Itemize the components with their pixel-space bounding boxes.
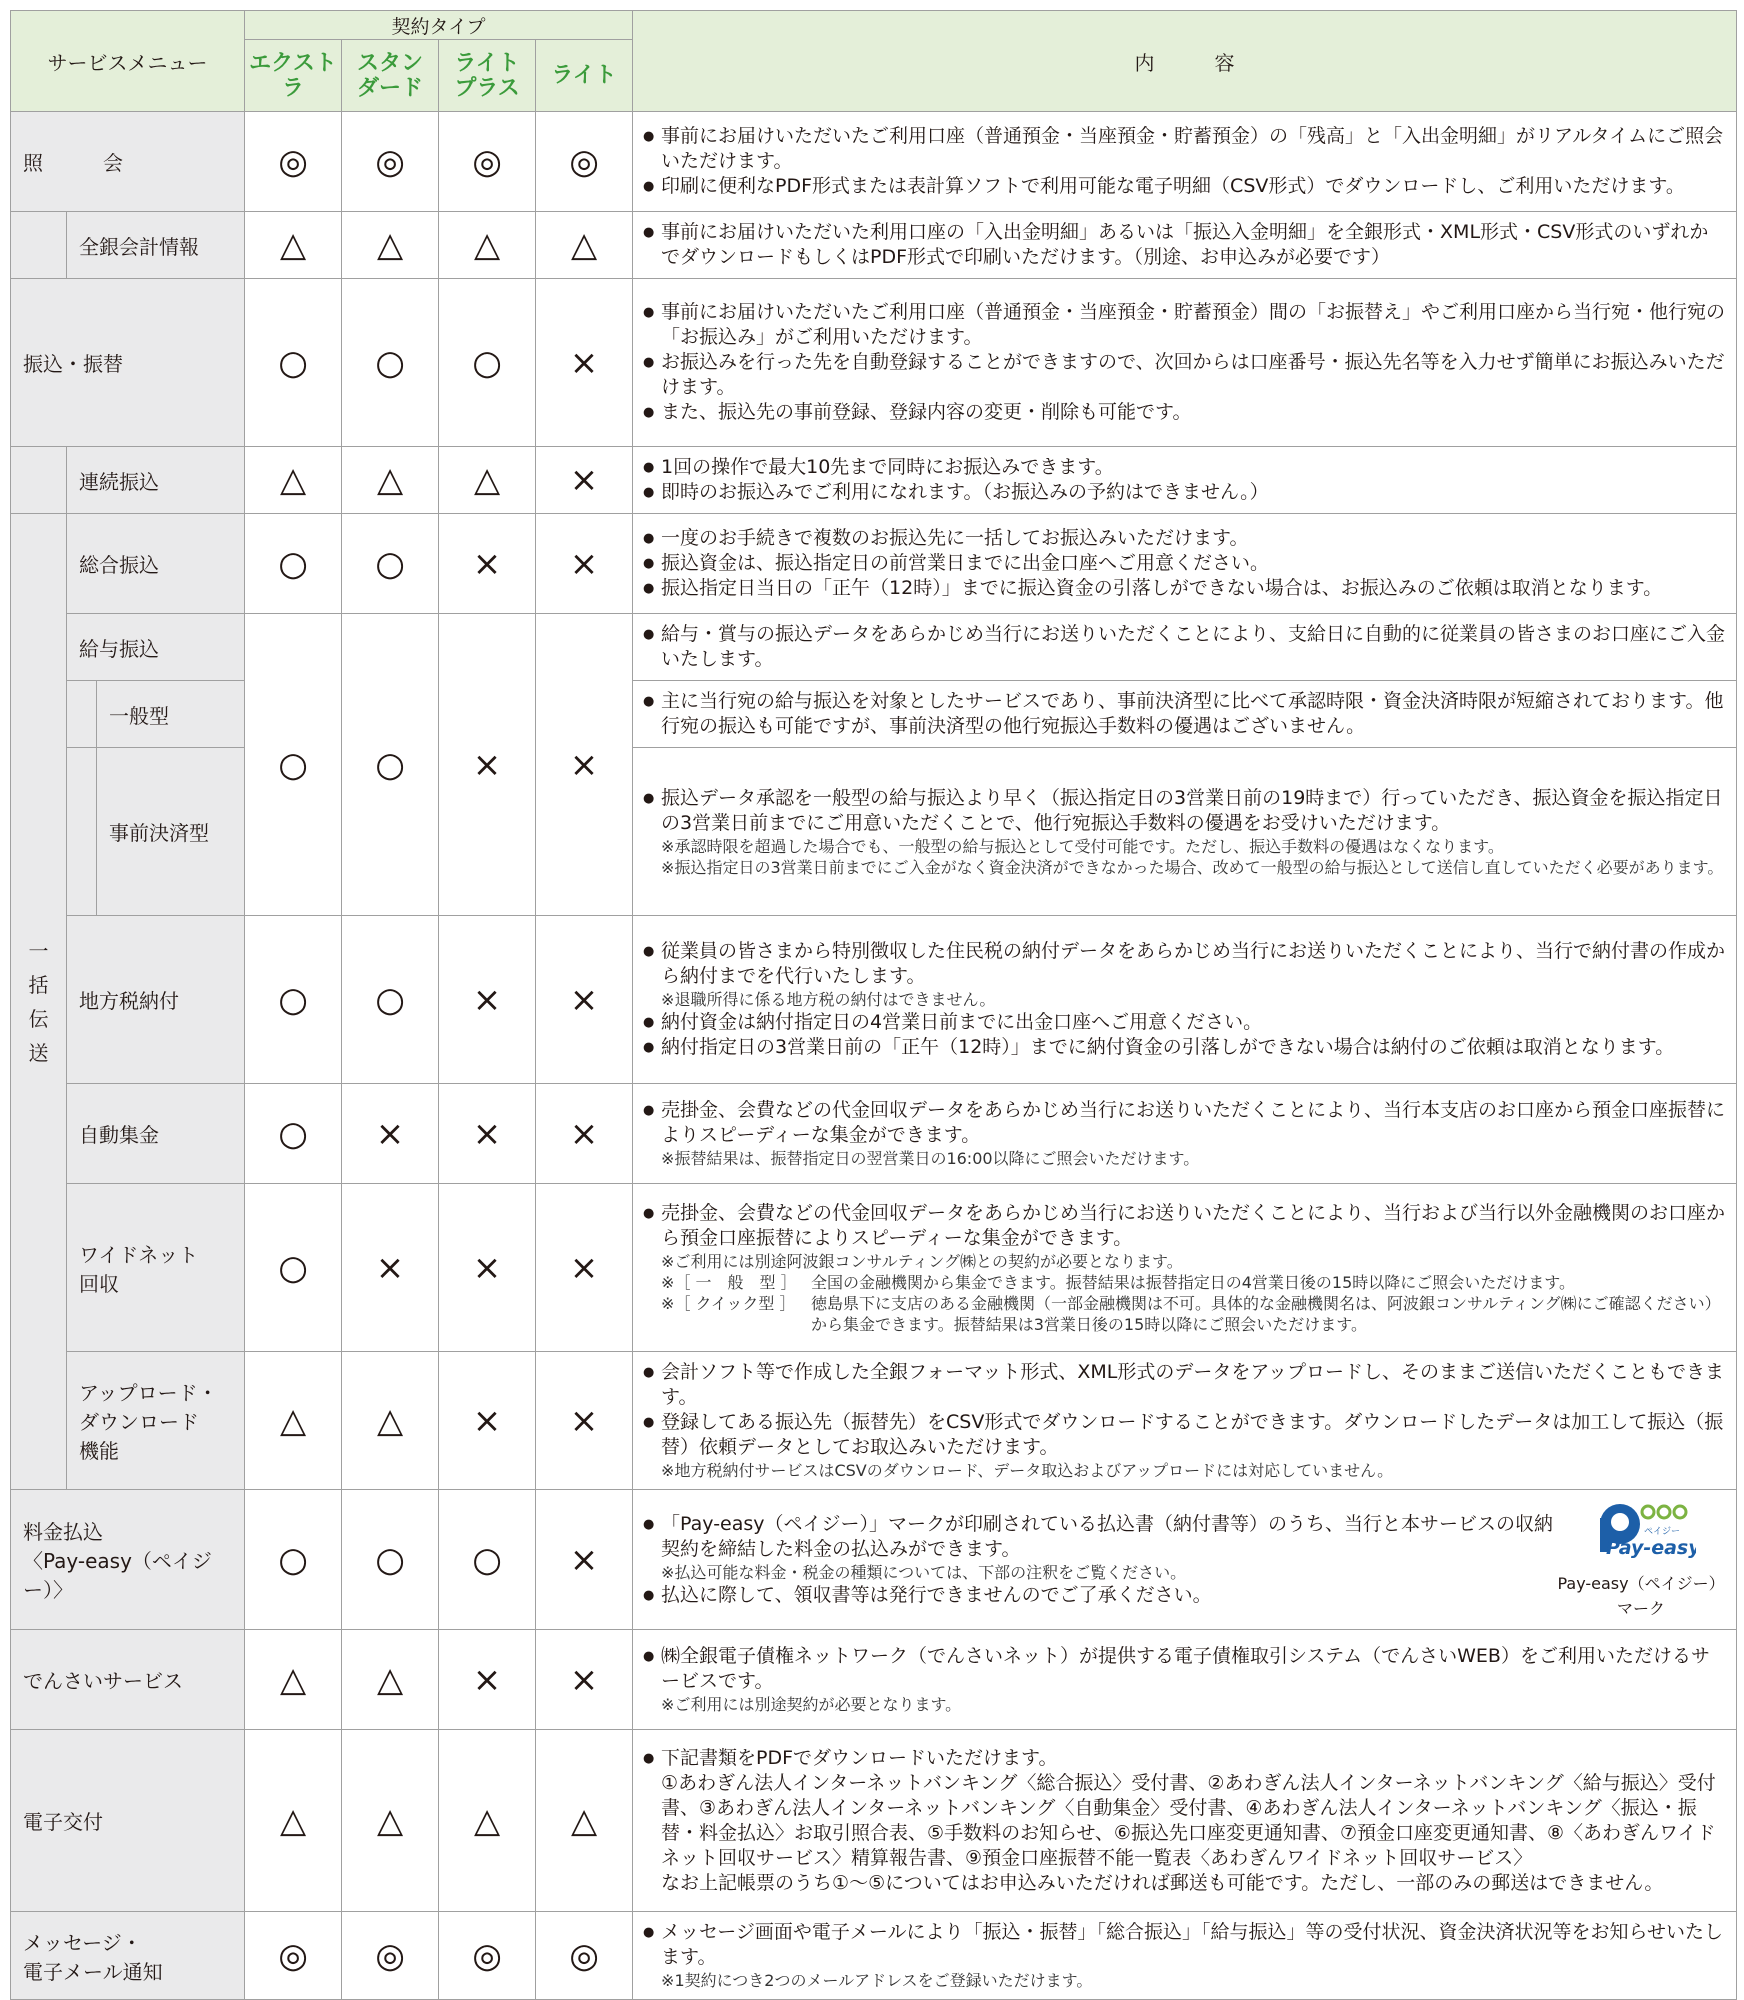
mark-extra: ○ xyxy=(245,614,342,916)
payeasy-content xyxy=(643,1498,1726,1621)
service-description xyxy=(633,212,1737,279)
header-contract-type: 契約タイプ xyxy=(245,11,633,40)
mark-lite-plus: △ xyxy=(439,447,536,514)
note-row xyxy=(643,1272,1726,1293)
service-name-line: 電子メール通知 xyxy=(23,1959,163,1984)
mark-lite-plus: × xyxy=(439,514,536,614)
mark-extra: ○ xyxy=(245,1490,342,1630)
mark-lite: × xyxy=(536,916,633,1084)
row-renzoku xyxy=(11,447,1737,514)
detail-text: ①あわぎん法人インターネットバンキング〈総合振込〉受付書、②あわぎん法人インターネットバンキング〈給与振込〉受付書、③あわぎん法人インターネットバンキング〈自動集金〉受付書、④あわぎん法人インターネットバンキング〈振込・振替・料金払込〉お取引照合表、⑤手数料のお知らせ、⑥振込先口座変更通知書、⑦預金口座変更通知書、⑧〈あわぎんワイドネット回収サービス〉精算報告書、⑨預金口座振替不能一覧表〈あわぎんワイドネット回収サービス〉 xyxy=(661,1771,1716,1869)
mark-extra: △ xyxy=(245,1630,342,1730)
note-text: 全国の金融機関から集金できます。振替結果は振替指定日の4営業日後の15時以降にご照会いただけます。 xyxy=(811,1272,1576,1292)
mark-lite-plus: × xyxy=(439,614,536,916)
mark-extra: ○ xyxy=(245,1184,342,1352)
service-name: 事前決済型 xyxy=(97,748,245,916)
service-description xyxy=(633,1630,1737,1730)
header-content: 内 容 xyxy=(633,11,1737,112)
service-description xyxy=(633,916,1737,1084)
mark-lite-plus: ◎ xyxy=(439,112,536,212)
service-description xyxy=(633,1490,1737,1630)
service-name xyxy=(11,1490,245,1630)
row-zengin xyxy=(11,212,1737,279)
note-text: ※振替結果は、振替指定日の翌営業日の16:00以降にご照会いただけます。 xyxy=(661,1149,1200,1168)
mark-standard: ○ xyxy=(342,279,439,447)
payeasy-logo xyxy=(1556,1498,1726,1621)
note-text: ※地方税納付サービスはCSVのダウンロード、データ取込およびアップロードには対応していません。 xyxy=(661,1461,1394,1480)
payeasy-logo-small-text: ペイジー xyxy=(1644,1527,1681,1537)
service-name: 照 会 xyxy=(11,112,245,212)
mark-lite-plus: × xyxy=(439,1630,536,1730)
bullet-text: ● 従業員の皆さまから特別徴収した住民税の納付データをあらかじめ当行にお送りいただくことにより、当行で納付書の作成から納付までを代行いたします。 xyxy=(643,939,1726,989)
service-name-line: 回収 xyxy=(79,1271,119,1296)
detail-text: なお上記帳票のうち①～⑤についてはお申込みいただければ郵送も可能です。ただし、一部のみの郵送はできません。 xyxy=(661,1871,1664,1894)
service-description xyxy=(633,279,1737,447)
service-name xyxy=(11,1912,245,2000)
mark-lite-plus: ○ xyxy=(439,1490,536,1630)
bullet-text: ● 振込指定日当日の「正午（12時）」までに振込資金の引落しができない場合は、お振込みのご依頼は取消となります。 xyxy=(643,576,1726,601)
bullet-text: ● 一度のお手続きで複数のお振込先に一括してお振込みいただけます。 xyxy=(643,526,1726,551)
mark-lite-plus: × xyxy=(439,1184,536,1352)
service-name-line: 〈Pay-easy（ペイジー）〉 xyxy=(23,1549,212,1602)
bullet-text: ● 主に当行宛の給与振込を対象としたサービスであり、事前決済型に比べて承認時限・資金決済時限が短縮されております。他行宛の振込も可能ですが、事前決済型の他行宛振込手数料の優遇はございません。 xyxy=(643,689,1726,739)
bullet-text: ● 下記書類をPDFでダウンロードいただけます。 xyxy=(643,1746,1726,1771)
mark-lite-plus: × xyxy=(439,916,536,1084)
note-text: ※振込指定日の3営業日前までにご入金がなく資金決済ができなかった場合、改めて一般型の給与振込として送信し直していただく必要があります。 xyxy=(661,857,1724,877)
mark-standard: △ xyxy=(342,212,439,279)
bullet-text: ● メッセージ画面や電子メールにより「振込・振替」「総合振込」「給与振込」等の受付状況、資金決済状況等をお知らせいたします。 xyxy=(643,1920,1726,1970)
mark-extra: △ xyxy=(245,1352,342,1490)
bullet-text: ● 印刷に便利なPDF形式または表計算ソフトで利用可能な電子明細（CSV形式）でダウンロードし、ご利用いただけます。 xyxy=(643,174,1726,199)
mark-lite: × xyxy=(536,447,633,514)
group-label-ikkatsu-line: 括 xyxy=(28,972,49,997)
mark-standard: ◎ xyxy=(342,112,439,212)
mark-lite: ◎ xyxy=(536,1912,633,2000)
service-name: 振込・振替 xyxy=(11,279,245,447)
row-chihozei xyxy=(11,916,1737,1084)
service-name: 連続振込 xyxy=(67,447,245,514)
service-description xyxy=(633,514,1737,614)
plan-standard xyxy=(342,40,439,112)
mark-standard: ○ xyxy=(342,916,439,1084)
service-name-line: ワイドネット xyxy=(79,1242,199,1267)
bullet-text: ● 納付資金は納付指定日の4営業日前までに出金口座へご用意ください。 xyxy=(643,1010,1726,1035)
group-label-ikkatsu xyxy=(11,514,67,1490)
plan-lite-plus-line: ライト xyxy=(454,50,520,76)
bullet-text: ● 売掛金、会費などの代金回収データをあらかじめ当行にお送りいただくことにより、当行本支店のお口座から預金口座振替によりスピーディーな集金ができます。 xyxy=(643,1098,1726,1148)
service-comparison-table xyxy=(10,10,1737,2000)
service-description xyxy=(633,681,1737,748)
bullet-text: ● 振込資金は、振込指定日の前営業日までに出金口座へご用意ください。 xyxy=(643,551,1726,576)
bullet-text: ● 即時のお振込みでご利用になれます。（お振込みの予約はできません。） xyxy=(643,480,1726,505)
bullet-text: ● 登録してある振込先（振替先）をCSV形式でダウンロードすることができます。ダウンロードしたデータは加工して振込（振替）依頼データとしてお取込みいただけます。 xyxy=(643,1410,1726,1460)
payeasy-logo-text: Pay-easy xyxy=(1606,1537,1697,1559)
note-text: ※退職所得に係る地方税の納付はできません。 xyxy=(661,990,996,1009)
row-denshi xyxy=(11,1730,1737,1912)
mark-extra: △ xyxy=(245,212,342,279)
mark-lite-plus: × xyxy=(439,1352,536,1490)
group-spacer xyxy=(11,212,67,279)
bullet-text: ● 会計ソフト等で作成した全銀フォーマット形式、XML形式のデータをアップロードし、そのままご送信いただくこともできます。 xyxy=(643,1360,1726,1410)
row-message xyxy=(11,1912,1737,2000)
row-densai xyxy=(11,1630,1737,1730)
note-text: ※払込可能な料金・税金の種類については、下部の注釈をご覧ください。 xyxy=(661,1562,1187,1582)
bullet-text: ● 売掛金、会費などの代金回収データをあらかじめ当行にお送りいただくことにより、当行および当行以外金融機関のお口座から預金口座振替によりスピーディーな集金ができます。 xyxy=(643,1201,1726,1251)
mark-lite-plus: × xyxy=(439,1084,536,1184)
service-description xyxy=(633,614,1737,681)
mark-extra: ○ xyxy=(245,514,342,614)
bullet-text: ● 事前にお届けいただいたご利用口座（普通預金・当座預金・貯蓄預金）の「残高」と「入出金明細」がリアルタイムにご照会いただけます。 xyxy=(643,124,1726,174)
service-name: 総合振込 xyxy=(67,514,245,614)
service-name-line: 料金払込 xyxy=(23,1520,103,1544)
service-description xyxy=(633,447,1737,514)
mark-standard: × xyxy=(342,1084,439,1184)
mark-extra: ○ xyxy=(245,1084,342,1184)
bullet-text: ● また、振込先の事前登録、登録内容の変更・削除も可能です。 xyxy=(643,400,1726,425)
service-name-line: メッセージ・ xyxy=(23,1930,142,1955)
mark-standard: ○ xyxy=(342,614,439,916)
row-furikomi xyxy=(11,279,1737,447)
mark-lite: × xyxy=(536,1084,633,1184)
mark-lite: × xyxy=(536,1490,633,1630)
header-service-menu: サービスメニュー xyxy=(11,11,245,112)
mark-standard: ◎ xyxy=(342,1912,439,2000)
group-label-ikkatsu-line: 一 xyxy=(28,938,49,963)
mark-standard: △ xyxy=(342,1352,439,1490)
bullet-text: ● 振込データ承認を一般型の給与振込より早く（振込指定日の3営業日前の19時まで）行っていただき、振込資金を振込指定日の3営業日前までにご用意いただくことで、他行宛振込手数料の優遇をお受けいただけます。 xyxy=(643,786,1726,836)
mark-standard: △ xyxy=(342,1630,439,1730)
plan-extra xyxy=(245,40,342,112)
plan-extra-line: エクストラ xyxy=(249,50,337,101)
note-label: ※［ クイック型 ］ xyxy=(661,1293,796,1313)
service-name: 地方税納付 xyxy=(67,916,245,1084)
subgroup-spacer xyxy=(67,748,97,916)
plan-lite-plus-line: プラス xyxy=(454,75,520,101)
mark-lite: △ xyxy=(536,1730,633,1912)
payeasy-logo-icon xyxy=(1586,1498,1696,1560)
bullet-text: ● 給与・賞与の振込データをあらかじめ当行にお送りいただくことにより、支給日に自動的に従業員の皆さまのお口座にご入金いたします。 xyxy=(643,622,1726,672)
row-upload xyxy=(11,1352,1737,1490)
plan-lite-plus xyxy=(439,40,536,112)
row-sogo xyxy=(11,514,1737,614)
service-name-line: アップロード・ xyxy=(79,1381,218,1405)
note-text: ※1契約につき2つのメールアドレスをご登録いただけます。 xyxy=(661,1971,1093,1990)
mark-lite: ◎ xyxy=(536,112,633,212)
service-name: 全銀会計情報 xyxy=(67,212,245,279)
service-name-line: ダウンロード xyxy=(79,1410,199,1434)
plan-standard-line: ダード xyxy=(357,75,424,101)
service-description xyxy=(633,1352,1737,1490)
mark-standard: × xyxy=(342,1184,439,1352)
payeasy-text xyxy=(643,1512,1556,1608)
service-name: でんさいサービス xyxy=(11,1630,245,1730)
mark-lite-plus: ◎ xyxy=(439,1912,536,2000)
row-payeasy xyxy=(11,1490,1737,1630)
service-description xyxy=(633,1084,1737,1184)
mark-standard: ○ xyxy=(342,1490,439,1630)
service-name: 給与振込 xyxy=(67,614,245,681)
row-jidoshukin xyxy=(11,1084,1737,1184)
mark-extra: ◎ xyxy=(245,112,342,212)
service-description xyxy=(633,748,1737,916)
note-text: ※承認時限を超過した場合でも、一般型の給与振込として受付可能です。ただし、振込手数料の優遇はなくなります。 xyxy=(661,836,1504,856)
mark-extra: ○ xyxy=(245,916,342,1084)
mark-lite: △ xyxy=(536,212,633,279)
bullet-text: ● 「Pay-easy（ペイジー）」マークが印刷されている払込書（納付書等）のうち、当行と本サービスの収納契約を締結した料金の払込みができます。 xyxy=(643,1512,1556,1562)
plan-standard-line: スタン xyxy=(357,50,424,76)
mark-lite-plus: △ xyxy=(439,1730,536,1912)
service-name xyxy=(67,1352,245,1490)
service-comparison-table-wrapper xyxy=(10,10,1737,2000)
bullet-text: ● 事前にお届けいただいた利用口座の「入出金明細」あるいは「振込入金明細」を全銀形式・XML形式・CSV形式のいずれかでダウンロードもしくはPDF形式で印刷いただけます。（別途、お申込みが必要です） xyxy=(643,220,1726,270)
mark-lite: × xyxy=(536,1630,633,1730)
payeasy-caption: Pay-easy（ペイジー）マーク xyxy=(1557,1574,1725,1618)
note-text: ※ご利用には別途契約が必要となります。 xyxy=(661,1695,962,1714)
mark-lite-plus: ○ xyxy=(439,279,536,447)
mark-extra: ○ xyxy=(245,279,342,447)
subgroup-spacer xyxy=(67,681,97,748)
bullet-text: ● 払込に際して、領収書等は発行できませんのでご了承ください。 xyxy=(643,1583,1556,1608)
mark-standard: △ xyxy=(342,447,439,514)
bullet-text: ● お振込みを行った先を自動登録することができますので、次回からは口座番号・振込先名等を入力せず簡単にお振込みいただけます。 xyxy=(643,350,1726,400)
service-description xyxy=(633,112,1737,212)
mark-lite: × xyxy=(536,614,633,916)
plan-lite-line: ライト xyxy=(551,63,617,88)
group-label-ikkatsu-line: 伝 xyxy=(28,1006,49,1031)
mark-extra: △ xyxy=(245,1730,342,1912)
bullet-text: ● 1回の操作で最大10先まで同時にお振込みできます。 xyxy=(643,455,1726,480)
service-description xyxy=(633,1730,1737,1912)
group-label-ikkatsu-line: 送 xyxy=(28,1040,49,1065)
service-name: 自動集金 xyxy=(67,1084,245,1184)
mark-lite-plus: △ xyxy=(439,212,536,279)
service-description xyxy=(633,1184,1737,1352)
row-shokai xyxy=(11,112,1737,212)
note-text: ※ご利用には別途阿波銀コンサルティング㈱との契約が必要となります。 xyxy=(661,1251,1183,1271)
mark-lite: × xyxy=(536,1352,633,1490)
mark-standard: △ xyxy=(342,1730,439,1912)
service-name: 一般型 xyxy=(97,681,245,748)
group-spacer xyxy=(11,447,67,514)
mark-lite: × xyxy=(536,514,633,614)
service-name: 電子交付 xyxy=(11,1730,245,1912)
service-name-line: 機能 xyxy=(79,1439,119,1463)
row-kyuyo xyxy=(11,614,1737,681)
service-name xyxy=(67,1184,245,1352)
note-label: ※［ 一 般 型 ］ xyxy=(661,1272,797,1292)
plan-lite xyxy=(536,40,633,112)
mark-extra: ◎ xyxy=(245,1912,342,2000)
service-description xyxy=(633,1912,1737,2000)
row-widenet xyxy=(11,1184,1737,1352)
note-row xyxy=(643,1293,1726,1335)
mark-lite: × xyxy=(536,1184,633,1352)
note-text: 徳島県下に支店のある金融機関（一部金融機関は不可。具体的な金融機関名は、阿波銀コンサルティング㈱にご確認ください）から集金できます。振替結果は3営業日後の15時以降にご照会いただけます。 xyxy=(811,1293,1721,1334)
bullet-text: ● 事前にお届けいただいたご利用口座（普通預金・当座預金・貯蓄預金）間の「お振替え」やご利用口座から当行宛・他行宛の「お振込み」がご利用いただけます。 xyxy=(643,300,1726,350)
mark-extra: △ xyxy=(245,447,342,514)
mark-lite: × xyxy=(536,279,633,447)
bullet-text: ● 納付指定日の3営業日前の「正午（12時）」までに納付資金の引落しができない場合は納付のご依頼は取消となります。 xyxy=(643,1035,1726,1060)
mark-standard: ○ xyxy=(342,514,439,614)
bullet-text: ● ㈱全銀電子債権ネットワーク（でんさいネット）が提供する電子債権取引システム（でんさいWEB）をご利用いただけるサービスです。 xyxy=(643,1644,1726,1694)
